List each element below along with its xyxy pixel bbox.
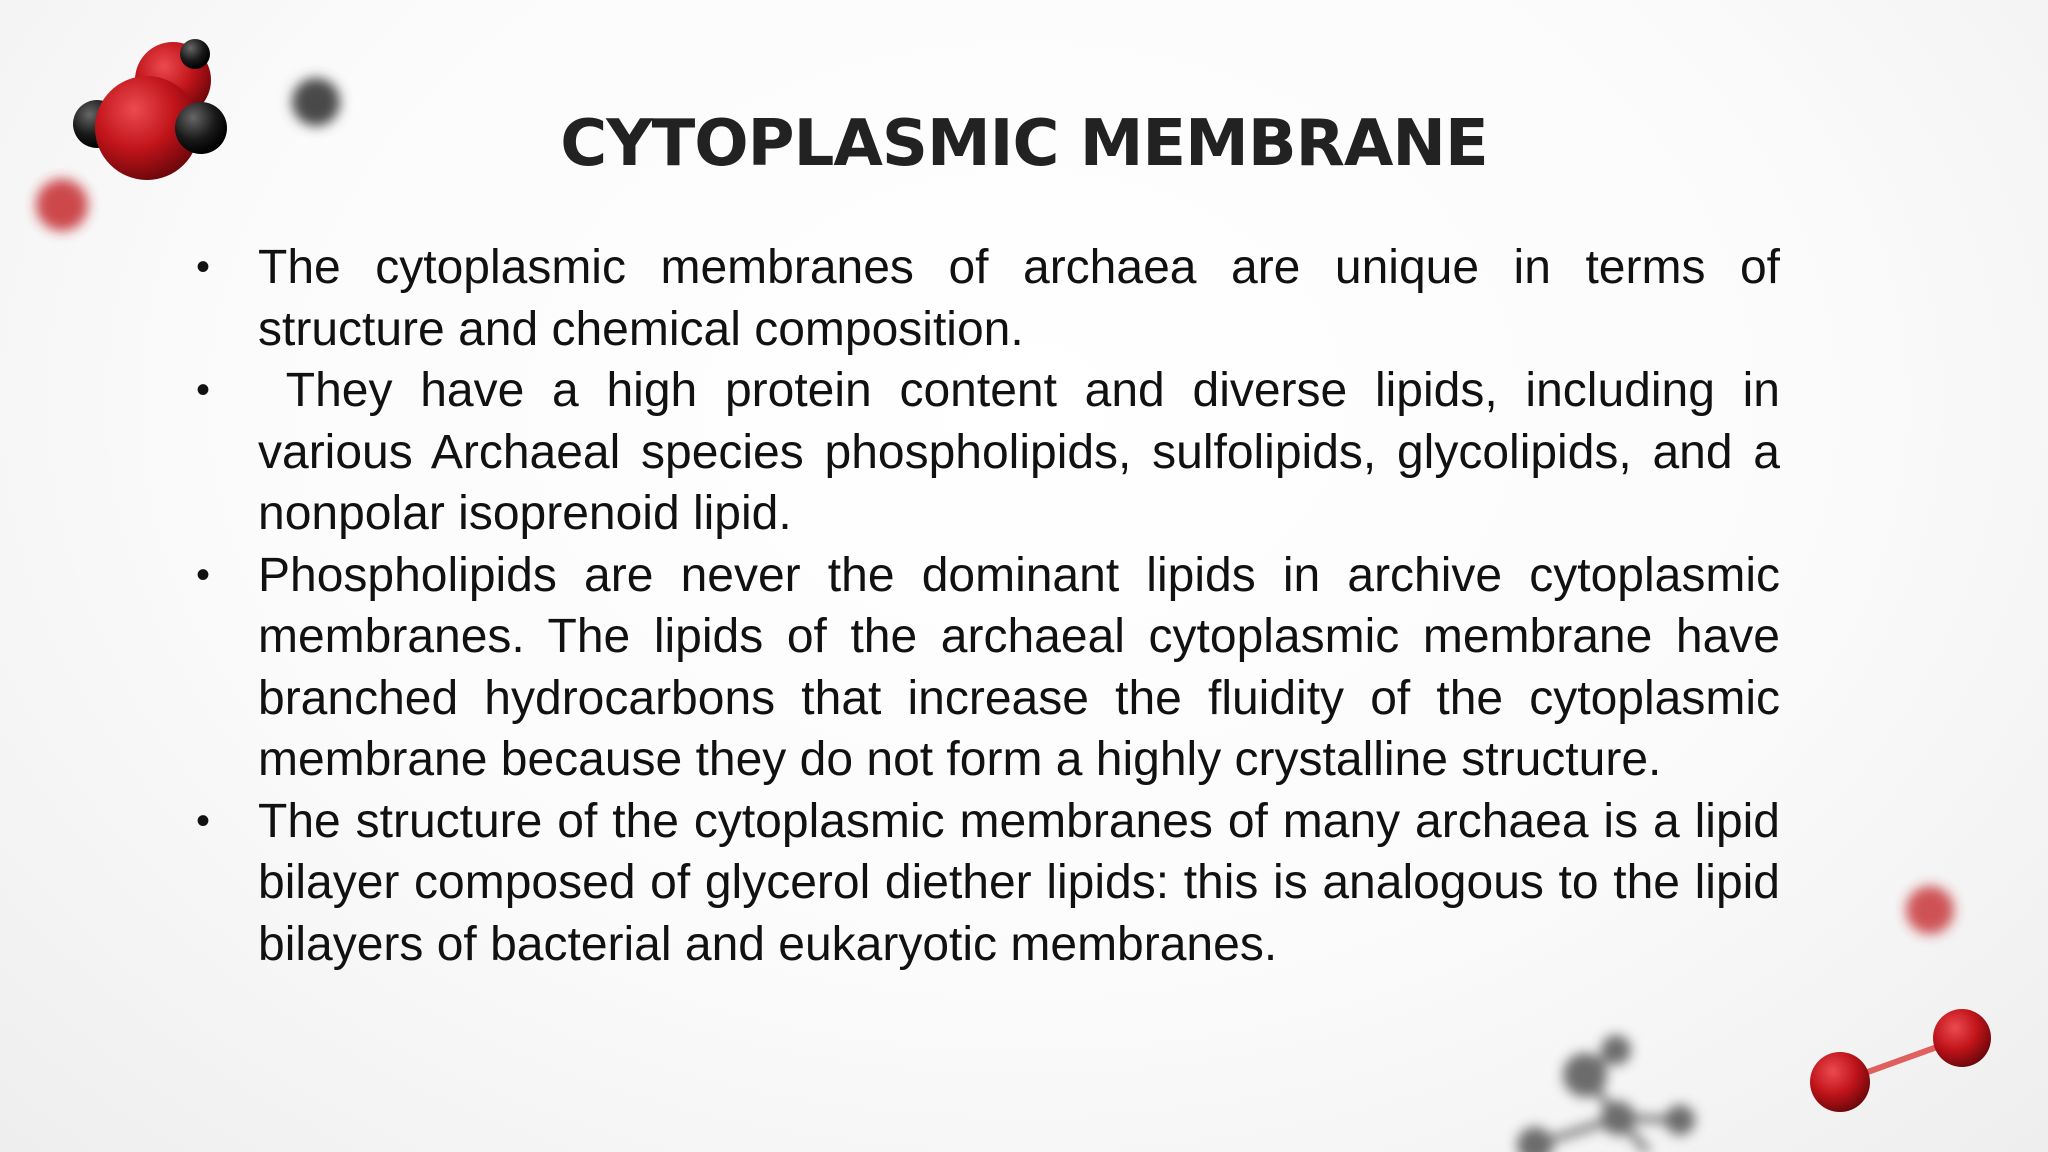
bullet-text: The structure of the cytoplasmic membranes of many archaea is a lipid bilayer composed of glycerol diether lipids: this is analogous to the lipid bilayers of bacterial and eukaryotic membranes.	[258, 794, 1780, 971]
bullet-marker: •	[196, 368, 211, 412]
bullet-text: They have a high protein content and diverse lipids, including in various Archaeal species phospholipids, sulfolipids, glycolipids, and a nonpolar isoprenoid lipid.	[258, 364, 1794, 540]
bullet-marker: •	[196, 245, 211, 289]
bullet-item	[190, 360, 1794, 545]
slide-title: CYTOPLASMIC MEMBRANE	[560, 107, 1488, 181]
bullet-item	[190, 237, 1780, 360]
blurred-atom-right-icon	[1906, 886, 1954, 934]
bullet-item	[190, 545, 1780, 791]
bullet-text: Phospholipids are never the dominant lipids in archive cytoplasmic membranes. The lipids of the archaeal cytoplasmic membrane have branched hydrocarbons that increase the fluidity of the cytoplasmic membrane because they do not form a highly crystalline structure.	[258, 548, 1780, 786]
bullet-text: The cytoplasmic membranes of archaea are unique in terms of structure and chemical composition.	[258, 241, 1780, 356]
bullet-list	[190, 237, 1794, 975]
molecule-dumbbell-icon	[1810, 1009, 1991, 1112]
molecule-chain-icon	[1517, 1035, 1695, 1152]
bullet-item	[190, 791, 1780, 976]
bullet-marker: •	[196, 552, 211, 597]
bullet-marker: •	[196, 798, 211, 843]
